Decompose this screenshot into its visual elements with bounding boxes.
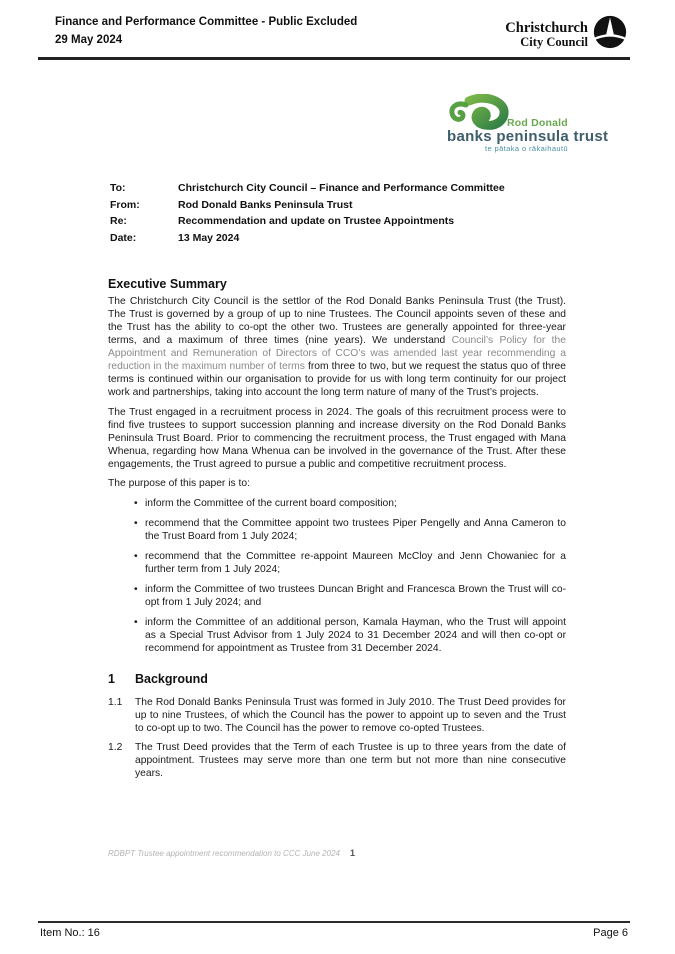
clause-text: The Trust Deed provides that the Term of each Trustee is up to three years from the date of appointment. Trustees may serve more than one term but not more than nine consecutive years. (135, 742, 566, 779)
item-number-label: Item No.: 16 (40, 927, 100, 939)
bullet-item: • inform the Committee of two trustees Duncan Bright and Francesca Brown the Trust will co-opt from 1 July 2024; and (108, 583, 566, 609)
header-date-line: 29 May 2024 (55, 34, 123, 46)
ccc-logo-text (505, 21, 588, 49)
memo-label-date: Date: (110, 231, 137, 244)
clause-1-1 (108, 696, 566, 735)
clause-1-2 (108, 741, 566, 780)
trust-logo (447, 94, 612, 153)
background-section-number: 1 (108, 672, 115, 686)
document-footer-text: RDBPT Trustee appointment recommendation to CCC June 2024 (108, 849, 340, 858)
clause-number: 1.2 (108, 742, 123, 753)
memo-value-date: 13 May 2024 (178, 231, 240, 244)
exec-paragraph-1 (108, 295, 566, 399)
ccc-logo (505, 15, 627, 54)
bullet-item: • inform the Committee of an additional person, Kamala Hayman, who the Trust will appoint as a Special Trust Advisor from 1 July 2024 to 31 December 2024 and will then co-opt or recommend for appointment as Trustee from 31 December 2024. (108, 616, 566, 655)
memo-row-from (110, 197, 505, 214)
memo-label-to: To: (110, 182, 126, 194)
ccc-logo-line2: City Council (520, 34, 588, 49)
exec-p1-seg3: from three to two, but we request the status quo of three terms is continued within our organisation to provide for us with long term continuity for our project work and partnerships, taking into account the long term nature of many of the Trust’s projects. (108, 361, 566, 398)
exec-summary-heading: Executive Summary (108, 277, 227, 291)
background-heading-label: Background (135, 672, 208, 686)
exec-p1-gray-segment: Council’s Policy for the Appointment and Remuneration of Directors of CCO’s was amended last year recommending a reduction in the maximum number of terms (108, 335, 566, 372)
memo-label-from: From: (110, 198, 140, 211)
footer-divider (38, 921, 630, 923)
committee-header (55, 13, 357, 49)
background-heading (108, 672, 208, 686)
document-footer (108, 848, 355, 858)
purpose-intro: The purpose of this paper is to: (108, 478, 250, 489)
ccc-logo-line1: Christchurch (505, 19, 588, 36)
trust-logo-subtitle: te pātaka o rākaihautū (485, 144, 569, 153)
page-number-label: Page 6 (593, 927, 628, 939)
trust-logo-name: Rod Donald (507, 117, 568, 129)
header-title-line1: Finance and Performance Committee - Public Excluded (55, 16, 358, 28)
ccc-crest-icon (593, 15, 627, 54)
document-footer-page-number: 1 (349, 848, 355, 858)
bullet-item: • inform the Committee of the current board composition; (108, 497, 566, 510)
memo-block (110, 180, 505, 246)
memo-value-from: Rod Donald Banks Peninsula Trust (178, 198, 353, 211)
memo-label-re: Re: (110, 215, 127, 227)
clause-number: 1.1 (108, 697, 123, 708)
memo-row-date (110, 230, 505, 247)
exec-paragraph-2: The Trust engaged in a recruitment process in 2024. The goals of this recruitment process were to find five trustees to support succession planning and increase diversity on the Rod Donald Banks Peninsula Trust Board. Prior to commencing the recruitment process, the Trust engaged with Mana Whenua, regarding how Mana Whenua can be involved in the governance of the Trust. After these engagements, the Trust agreed to pursue a public and competitive recruitment process. (108, 407, 566, 470)
clause-text: The Rod Donald Banks Peninsula Trust was formed in July 2010. The Trust Deed provides for up to nine Trustees, of which the Council has the power to appoint up to seven and the Trust to co-opt up to two. The Council has the power to remove co-opted Trustees. (135, 697, 566, 734)
memo-row-to (110, 180, 505, 197)
memo-value-re: Recommendation and update on Trustee Appointments (178, 215, 455, 227)
exec-p1-seg1: The Christchurch City Council is the settlor of the Rod Donald Banks Peninsula Trust (the Trust). The Trust is governed by a group of up to nine Trustees. The Council appoints seven of these and the Trust has the ability to co-opt the other two. Trustees are generally appointed for three-year terms, and a maximum of three times (nine years). We understand (108, 296, 566, 346)
memo-row-re (110, 213, 505, 230)
bullet-item: • recommend that the Committee re-appoint Maureen McCloy and Jenn Chowaniec for a further term from 1 July 2024; (108, 550, 566, 576)
header-divider (38, 57, 630, 60)
bullet-item: • recommend that the Committee appoint two trustees Piper Pengelly and Anna Cameron to the Trust Board from 1 July 2024; (108, 517, 566, 543)
purpose-bullet-list (108, 497, 566, 662)
trust-logo-title: banks peninsula trust (447, 128, 609, 145)
memo-value-to: Christchurch City Council – Finance and Performance Committee (178, 182, 505, 194)
